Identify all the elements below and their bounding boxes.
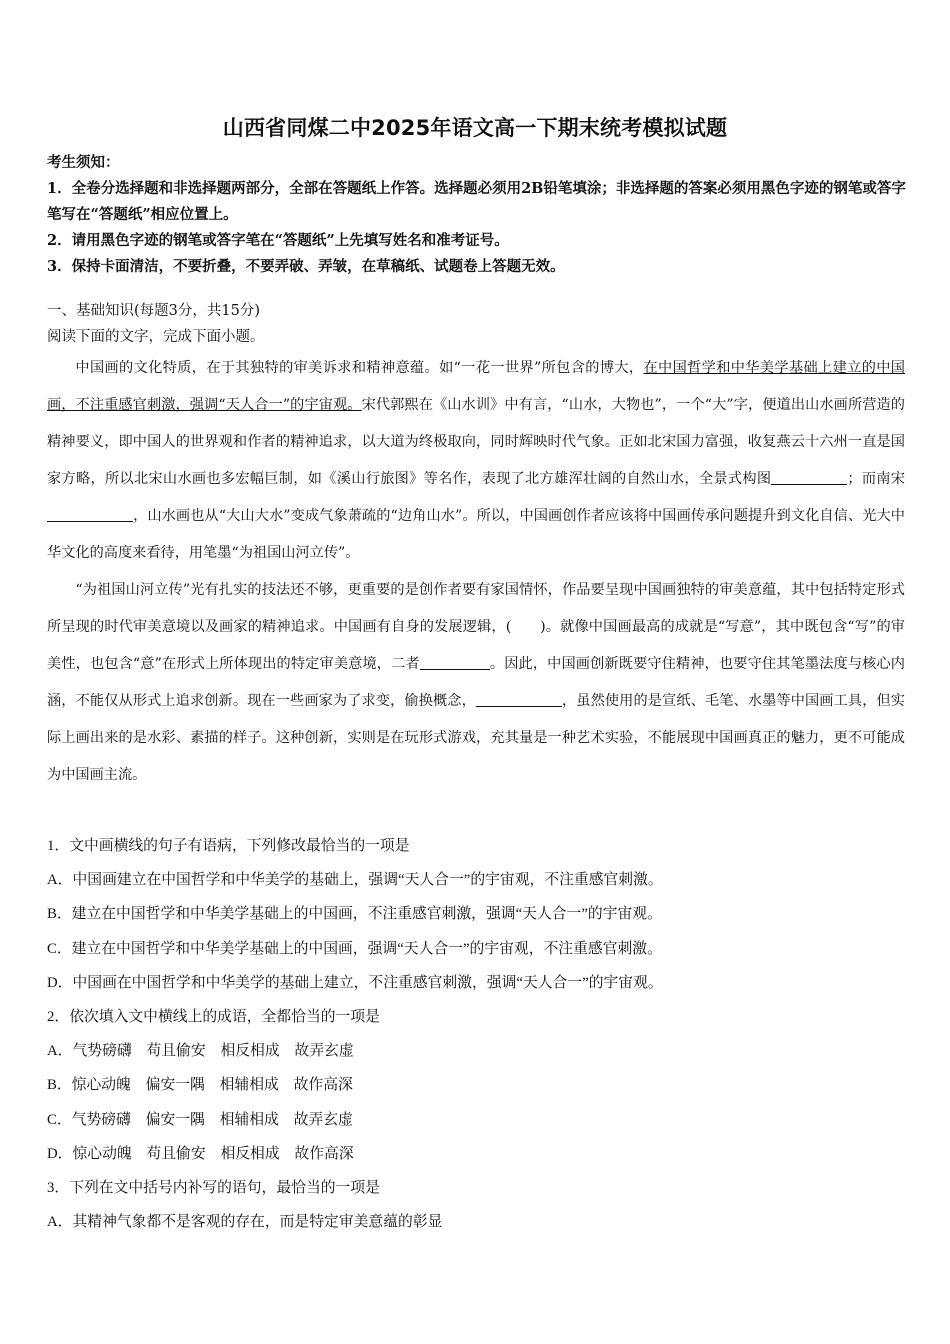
notice-heading: 考生须知： [47, 154, 120, 171]
page-title: 山西省同煤二中2025年语文高一下期末统考模拟试题 [222, 116, 728, 140]
question-stem: 3．下列在文中括号内补写的语句，最恰当的一项是 [47, 1180, 380, 1197]
reading-passage [47, 350, 905, 794]
section-instruction: 阅读下面的文字，完成下面小题。 [47, 329, 265, 345]
passage-paragraph-1 [47, 350, 905, 572]
answer-option: D．中国画在中国哲学和中华美学的基础上建立，不注重感官刺激，强调“天人合一”的宇宙观。 [47, 974, 663, 991]
answer-option: A．其精神气象都不是客观的存在，而是特定审美意蕴的彰显 [47, 1214, 443, 1231]
answer-option: B．惊心动魄 偏安一隅 相辅相成 故作高深 [47, 1077, 353, 1094]
answer-option: A．中国画建立在中国哲学和中华美学的基础上，强调“天人合一”的宇宙观，不注重感官刺激。 [47, 872, 663, 889]
passage-text: ，虽然使用的是宣纸、毛笔、水墨等中国画工具，但实际上画出来的是水彩、素描的样子。这种创新，实则是在玩形式游戏，充其量是一种艺术实验，不能展现中国画真正的魅力，更不可能成为中国画主流。 [47, 693, 905, 783]
notice-item: 1．全卷分选择题和非选择题两部分，全部在答题纸上作答。选择题必须用2B铅笔填涂；非选择题的答案必须用黑色字迹的钢笔或答字笔写在“答题纸”相应位置上。 [47, 180, 906, 223]
passage-text: 宋代郭熙在《山水训》中有言，“山水，大物也”，一个“大”字，便道出山水画所营造的精神要义，即中国人的世界观和作者的精神追求，以大道为终极取向，同时辉映时代气象。正如北宋国力富强，收复燕云十六州一直是国家方略，所以北宋山水画也多宏幅巨制，如《溪山行旅图》等名作，表现了北方雄浑壮阔的自然山水，全景式构图 [47, 397, 905, 487]
question-stem: 2．依次填入文中横线上的成语，全都恰当的一项是 [47, 1009, 380, 1026]
passage-text: ，山水画也从“大山大水”变成气象萧疏的“边角山水”。所以，中国画创作者应该将中国画传承问题提升到文化自信、光大中华文化的高度来看待，用笔墨“为祖国山河立传”。 [47, 508, 905, 561]
passage-text: “为祖国山河立传”光有扎实的技法还不够，更重要的是创作者要有家国情怀，作品要呈现中国画独特的审美意蕴，其中包括特定形式所呈现的时代审美意境以及画家的精神追求。中国画有自身的发展逻辑，( )。就像中国画最高的成就是“写意”，其中既包含“写”的审美性，也包含“意”在形式上所体现出的特定审美意境，二者 [47, 582, 905, 672]
passage-text: 。因此，中国画创新既要守住精神，也要守住其笔墨法度与核心内涵，不能仅从形式上追求创新。现在一些画家为了求变，偷换概念， [47, 656, 905, 709]
underlined-sentence: 在中国哲学和中华美学基础上建立的中国画，不注重感官刺激，强调“天人合一”的宇宙观。 [47, 360, 905, 413]
answer-option: C．建立在中国哲学和中华美学基础上的中国画，强调“天人合一”的宇宙观，不注重感官刺激。 [47, 940, 662, 957]
passage-text: 中国画的文化特质，在于其独特的审美诉求和精神意蕴。如“一花一世界”所包含的博大， [75, 360, 644, 376]
answer-option: D．惊心动魄 苟且偷安 相反相成 故作高深 [47, 1145, 354, 1162]
answer-option: C．气势磅礴 偏安一隅 相辅相成 故弄玄虚 [47, 1111, 353, 1128]
question-list [47, 829, 907, 1239]
answer-option: A．气势磅礴 苟且偷安 相反相成 故弄玄虚 [47, 1043, 354, 1060]
passage-text: ；而南宋 [847, 471, 905, 487]
answer-option: B．建立在中国哲学和中华美学基础上的中国画，不注重感官刺激，强调“天人合一”的宇宙观。 [47, 906, 662, 923]
fill-blank [420, 655, 490, 670]
question-stem: 1．文中画横线的句子有语病，下列修改最恰当的一项是 [47, 838, 410, 854]
fill-blank [47, 507, 133, 522]
section-header [47, 298, 907, 350]
section-heading: 一、基础知识(每题3分，共15分) [47, 303, 260, 319]
fill-blank [771, 470, 847, 485]
notice-item: 3．保持卡面清洁，不要折叠，不要弄破、弄皱，在草稿纸、试题卷上答题无效。 [47, 258, 565, 275]
notice-item: 2．请用黑色字迹的钢笔或答字笔在“答题纸”上先填写姓名和准考证号。 [47, 232, 509, 249]
candidate-notice [47, 150, 907, 280]
passage-paragraph-2 [47, 572, 905, 794]
fill-blank [476, 692, 562, 707]
